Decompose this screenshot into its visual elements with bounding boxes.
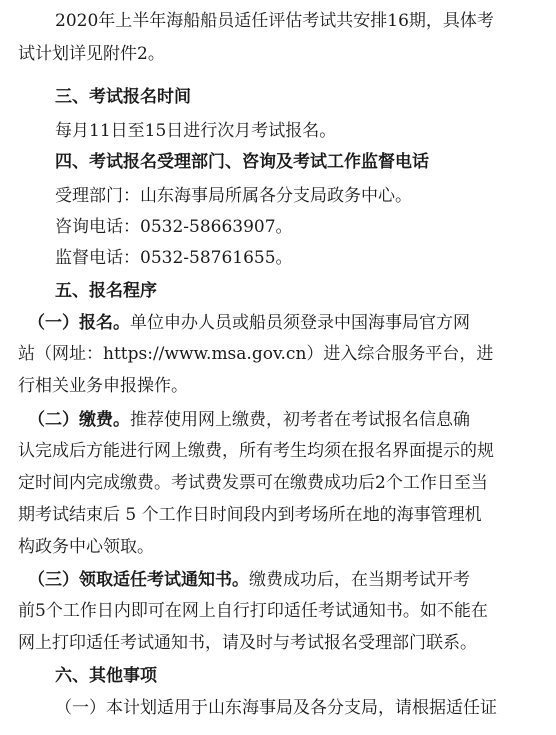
step-payment-line-4: 期考试结束后 5 个工作日时间段内到考场所在地的海事管理机 (18, 505, 482, 525)
step-payment-line-5: 构政务中心领取。 (18, 537, 154, 557)
other-matters-line-1: （一）本计划适用于山东海事局及各分支局，请根据适任证 (55, 698, 497, 718)
step-registration-label: （一）报名。 (28, 313, 130, 333)
heading-other-matters: 六、其他事项 (55, 666, 157, 686)
supervision-phone: 监督电话：0532-58761655。 (55, 248, 293, 268)
step-registration-text: 单位申办人员或船员须登录中国海事局官方网 (130, 313, 470, 333)
step-registration-line-3: 行相关业务申报操作。 (18, 376, 188, 396)
step-notice-line-2: 前5个工作日内即可在网上自行打印适任考试通知书。如不能在 (18, 601, 488, 621)
consultation-phone: 咨询电话：0532-58663907。 (55, 217, 293, 237)
step-notice-label: （三）领取适任考试通知书。 (28, 570, 249, 590)
step-notice-line-1 (28, 569, 556, 591)
step-registration-line-2: 站（网址：https://www.msa.gov.cn）进入综合服务平台，进 (18, 344, 494, 364)
paragraph-plan-line-1: 2020年上半年海船船员适任评估考试共安排16期，具体考 (55, 11, 494, 31)
step-payment-line-2: 认完成后方能进行网上缴费，所有考生均须在报名界面提示的规 (18, 441, 494, 461)
step-notice-line-3: 网上打印适任考试通知书，请及时与考试报名受理部门联系。 (18, 633, 477, 653)
accepting-department: 受理部门：山东海事局所属各分支局政务中心。 (55, 186, 412, 206)
heading-exam-registration-time: 三、考试报名时间 (55, 87, 191, 107)
heading-registration-departments: 四、考试报名受理部门、咨询及考试工作监督电话 (55, 152, 429, 172)
step-notice-text: 缴费成功后，在当期考试开考 (249, 570, 470, 590)
step-payment-line-1 (28, 409, 556, 431)
step-payment-text: 推荐使用网上缴费，初考者在考试报名信息确 (130, 410, 470, 430)
step-payment-label: （二）缴费。 (28, 410, 130, 430)
step-payment-line-3: 定时间内完成缴费。考试费发票可在缴费成功后2个工作日至当 (18, 473, 488, 493)
step-registration-line-1 (28, 312, 556, 334)
heading-registration-procedure: 五、报名程序 (55, 281, 157, 301)
paragraph-registration-period: 每月11日至15日进行次月考试报名。 (55, 121, 337, 141)
paragraph-plan-line-2: 试计划详见附件2。 (18, 44, 165, 64)
